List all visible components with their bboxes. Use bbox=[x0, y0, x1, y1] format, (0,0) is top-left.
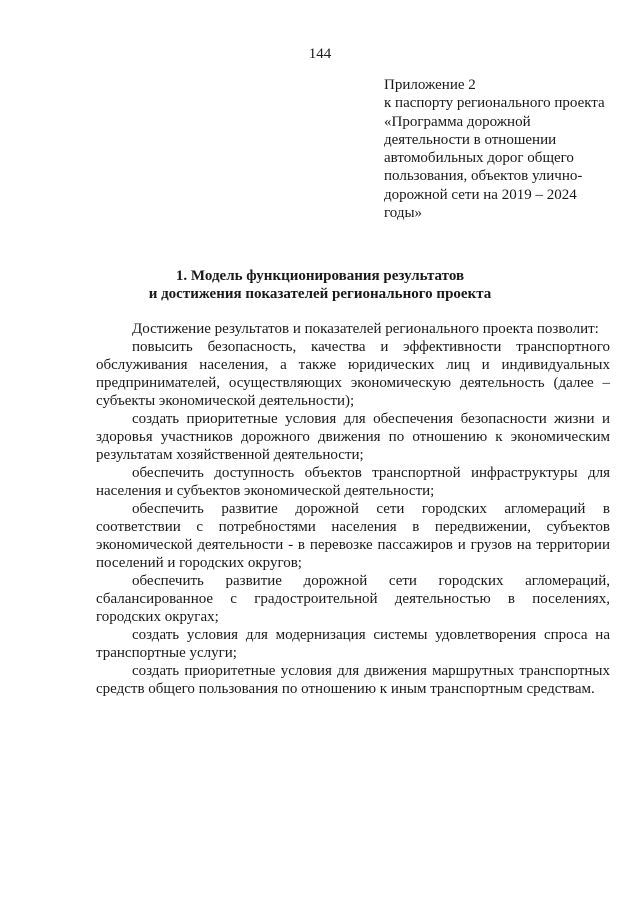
appendix-header bbox=[384, 76, 624, 222]
paragraph: создать приоритетные условия для обеспечения безопасности жизни и здоровья участников дорожного движения по отношению к экономическим результатам хозяйственной деятельности; bbox=[96, 411, 610, 463]
paragraph: создать приоритетные условия для движения маршрутных транспортных средств общего пользования по отношению к иным транспортным средствам. bbox=[96, 663, 610, 697]
appendix-line: «Программа дорожной bbox=[384, 113, 531, 130]
appendix-line: автомобильных дорог общего bbox=[384, 150, 574, 167]
appendix-line: дорожной сети на 2019 – 2024 bbox=[384, 186, 577, 203]
section-title-line-1: 1. Модель функционирования результатов bbox=[175, 268, 465, 284]
page-number: 144 bbox=[308, 46, 332, 62]
paragraph: обеспечить развитие дорожной сети городских агломераций в соответствии с потребностями населения в передвижении, субъектов экономической деятельности - в перевозке пассажиров и грузов на территории поселений и городских округов; bbox=[96, 501, 610, 571]
paragraph-intro: Достижение результатов и показателей регионального проекта позволит: bbox=[132, 321, 599, 337]
appendix-line: деятельности в отношении bbox=[384, 131, 557, 148]
body-text bbox=[96, 320, 610, 698]
paragraph: обеспечить развитие дорожной сети городских агломераций, сбалансированное с градостроительной деятельностью в поселениях, городских округах; bbox=[96, 573, 610, 625]
appendix-line: пользования, объектов улично- bbox=[384, 168, 583, 185]
paragraph: обеспечить доступность объектов транспортной инфраструктуры для населения и субъектов экономической деятельности; bbox=[96, 465, 610, 499]
appendix-line: Приложение 2 bbox=[384, 77, 476, 93]
section-title bbox=[0, 267, 640, 303]
section-title-line-2: и достижения показателей регионального проекта bbox=[148, 286, 492, 302]
paragraph: создать условия для модернизация системы удовлетворения спроса на транспортные услуги; bbox=[96, 627, 610, 661]
paragraph: повысить безопасность, качества и эффективности транспортного обслуживания населения, а также юридических лиц и индивидуальных предпринимателей, осуществляющих экономическую деятельность (далее – субъекты экономической деятельности); bbox=[96, 339, 610, 409]
appendix-line: годы» bbox=[384, 205, 423, 222]
appendix-line: к паспорту регионального проекта bbox=[384, 95, 605, 112]
